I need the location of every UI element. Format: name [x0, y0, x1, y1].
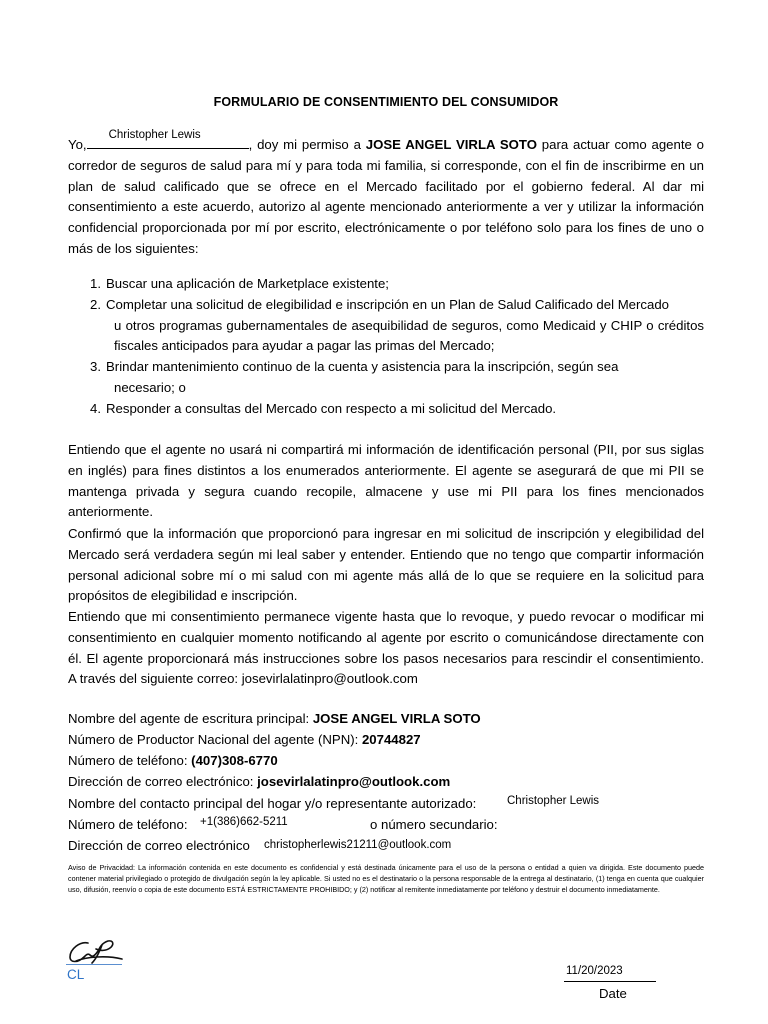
list-item: 3. Brindar mantenimiento continuo de la cuenta y asistencia para la inscripción, según sea necesario; o — [90, 359, 619, 395]
revocation-paragraph: Entiendo que mi consentimiento permanece vigente hasta que lo revoque, y puedo revocar o modificar mi consentimiento en cualquier momento notificando al agente por escrito o comunicándose directamente con él. El agente proporcionará más instrucciones sobre los pasos necesarios para rescindir el consentimiento. A través del siguiente correo: josevirlalatinpro@outlook.com — [68, 609, 704, 687]
purpose-list — [90, 274, 704, 420]
agent-name-row: Nombre del agente de escritura principal: JOSE ANGEL VIRLA SOTO — [68, 711, 481, 726]
npn-row: Número de Productor Nacional del agente (NPN): 20744827 — [68, 732, 421, 747]
signature-image — [66, 935, 126, 967]
agent-name-bold: JOSE ANGEL VIRLA SOTO — [365, 137, 537, 152]
list-item: 2. Completar una solicitud de elegibilidad e inscripción en un Plan de Salud Calificado del Mercado u otros programas gubernamentales de asequibilidad de seguros, como Medicaid y CHIP o créditos fiscales anticipados para ayudar a pagar las primas del Mercado; — [90, 296, 704, 354]
pii-paragraph: Entiendo que el agente no usará ni compartirá mi información de identificación personal (PII, por sus siglas en inglés) para fines distintos a los enumerados anteriormente. El agente se asegurará de que mi PII se mantenga privada y segura cuando recopile, almacene y use mi PII para los fines mencionados anteriormente. — [68, 442, 704, 520]
contact-name-value[interactable]: Christopher Lewis — [507, 795, 600, 807]
consumer-name-field[interactable] — [87, 129, 249, 156]
contact-phone-value[interactable]: +1(386)662-5211 — [200, 816, 288, 828]
form-title: FORMULARIO DE CONSENTIMIENTO DEL CONSUMIDOR — [213, 95, 559, 109]
intro-prefix: Yo, — [68, 137, 87, 152]
agent-email-row: Dirección de correo electrónico: josevirlalatinpro@outlook.com — [68, 774, 451, 789]
signature-line — [66, 964, 122, 965]
date-line — [564, 981, 656, 982]
signer-initials: CL — [67, 967, 85, 982]
intro-rest: para actuar como agente o corredor de seguros de salud para mí y para toda mi familia, si corresponde, con el fin de inscribirme en un plan de salud calificado que se ofrece en el Mercado facilitado por el gobierno federal. Al dar mi consentimiento a este acuerdo, autorizo al agente mencionado anteriormente a ver y utilizar la información confidencial proporcionada por mí por escrito, electrónicamente o por teléfono solo para los fines de uno o más de los siguientes: — [68, 137, 704, 256]
confirmation-paragraph: Confirmó que la información que proporcionó para ingresar en mi solicitud de inscripción y elegibilidad del Mercado será verdadera según mi leal saber y entender. Entiendo que no tengo que compartir información personal adicional sobre mí o mi salud con mi agente más allá de lo que se requiere en la solicitud para propósitos de elegibilidad e inscripción. — [68, 526, 704, 604]
contact-email-value[interactable]: christopherlewis21211@outlook.com — [264, 839, 452, 851]
date-value[interactable]: 11/20/2023 — [566, 965, 623, 977]
contact-email-row: Dirección de correo electrónico christopherlewis21211@outlook.com — [68, 836, 704, 857]
secondary-phone-label: o número secundario: — [370, 817, 498, 832]
intro-paragraph — [68, 129, 704, 260]
agent-email-value: josevirlalatinpro@outlook.com — [257, 774, 451, 789]
agent-phone-row: Número de teléfono: (407)308-6770 — [68, 753, 278, 768]
intro-mid: , doy mi permiso a — [248, 137, 366, 152]
agent-name-value: JOSE ANGEL VIRLA SOTO — [312, 711, 481, 726]
contact-phone-row: Número de teléfono: +1(386)662-5211 o número secundario: — [68, 815, 704, 836]
consumer-name-value: Christopher Lewis — [108, 129, 201, 141]
date-label: Date — [599, 986, 627, 1001]
list-item: 1. Buscar una aplicación de Marketplace existente; — [90, 276, 389, 291]
list-item: 4. Responder a consultas del Mercado con respecto a mi solicitud del Mercado. — [90, 400, 557, 416]
agent-phone-value: (407)308-6770 — [191, 753, 278, 768]
contact-name-row: Nombre del contacto principal del hogar y/o representante autorizado: Christopher Lewis — [68, 794, 704, 815]
npn-value: 20744827 — [361, 732, 421, 747]
privacy-notice: Aviso de Privacidad: La información contenida en este documento es confidencial y está destinada únicamente para el uso de la persona o entidad a quien va dirigida. Este documento puede contener material privilegiado o protegido de divulgación según la ley aplicable. Si usted no es el destinatario o la persona responsable de la entrega al destinatario, (1) tenga en cuenta que cualquier uso, difusión, reenvío o copia de este documento ESTÁ ESTRICTAMENTE PROHIBIDO; y (2) notificar al remitente inmediatamente por teléfono y destruir el documento inmediatamente. — [68, 863, 704, 894]
